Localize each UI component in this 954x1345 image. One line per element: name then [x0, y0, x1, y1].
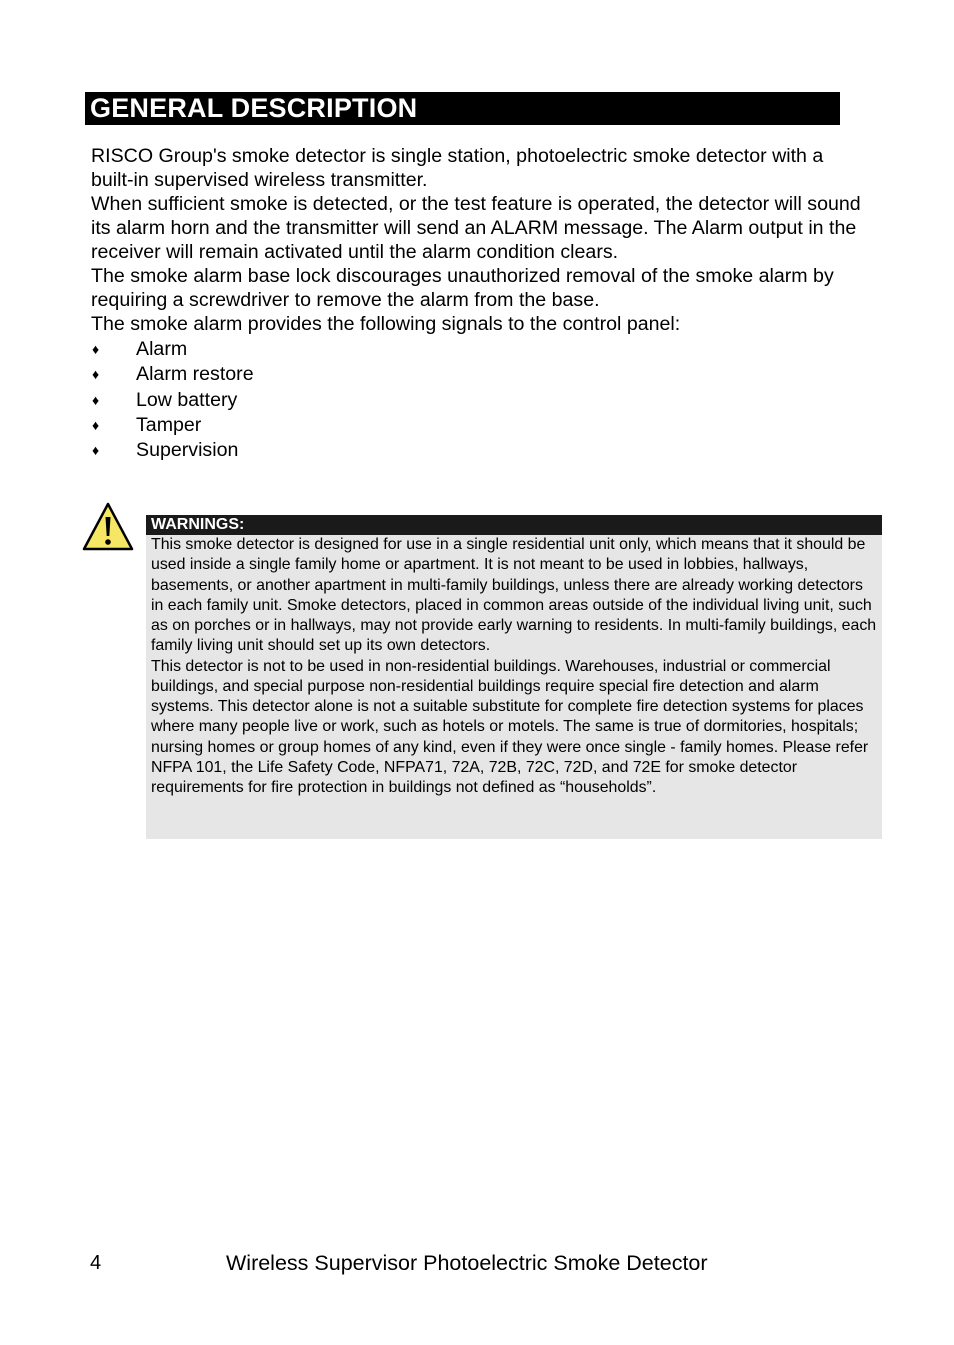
description-paragraph: The smoke alarm base lock discourages unauthorized removal of the smoke alarm by requiring a screwdriver to remove the alarm from the base. — [91, 265, 834, 311]
warning-paragraph: This detector is not to be used in non-residential buildings. Warehouses, industrial or commercial buildings, and special purpose non-residential buildings require special fire detection and alarm systems. This detector alone is not a suitable substitute for complete fire detection systems for places where many people live or work, such as hotels or motels. The same is true of dormitories, hospitals; nursing homes or group homes of any kind, even if they were once single - family homes. Please refer NFPA 101, the Life Safety Code, NFPA71, 72A, 72B, 72C, 72D, and 72E for smoke detector requirements for fire protection in buildings not defined as “households”. — [151, 657, 869, 796]
warning-label: WARNINGS: — [146, 515, 882, 535]
signal-list-item — [91, 337, 254, 362]
description-paragraph: The smoke alarm provides the following signals to the control panel: — [91, 313, 681, 335]
signal-list-item — [91, 388, 254, 413]
signal-list — [91, 337, 254, 463]
warning-box — [146, 515, 882, 839]
warning-body — [146, 535, 882, 798]
diamond-bullet-icon: ♦ — [92, 366, 100, 383]
signal-label: Alarm — [136, 338, 188, 360]
page-number: 4 — [90, 1252, 102, 1274]
section-title: GENERAL DESCRIPTION — [85, 92, 840, 125]
signal-list-item — [91, 413, 254, 438]
signal-list-item — [91, 362, 254, 387]
signal-label: Alarm restore — [136, 363, 254, 386]
description-paragraph: When sufficient smoke is detected, or the test feature is operated, the detector will sound its alarm horn and the transmitter will send an ALARM message. The Alarm output in the receiver will remain activated until the alarm condition clears. — [91, 193, 861, 263]
diamond-bullet-icon: ♦ — [92, 391, 100, 408]
signal-label: Tamper — [136, 413, 202, 436]
warning-triangle-icon — [82, 502, 134, 552]
signal-label: Supervision — [136, 439, 239, 462]
signal-label: Low battery — [136, 388, 238, 411]
description-paragraph: RISCO Group's smoke detector is single station, photoelectric smoke detector with a built-in supervised wireless transmitter. — [91, 145, 824, 191]
signal-list-item — [91, 438, 254, 463]
description-body — [91, 144, 861, 336]
warning-paragraph: This smoke detector is designed for use in a single residential unit only, which means that it should be used inside a single family home or apartment. It is not meant to be used in lobbies, hallways, basements, or another apartment in multi-family buildings, unless there are already working detectors in each family unit. Smoke detectors, placed in common areas outside of the individual living unit, such as on porches or in hallways, may not provide early warning to residents. In multi-family buildings, each family living unit should set up its own detectors. — [151, 536, 877, 655]
diamond-bullet-icon: ♦ — [92, 442, 100, 459]
diamond-bullet-icon: ♦ — [92, 341, 100, 357]
diamond-bullet-icon: ♦ — [92, 416, 100, 433]
footer-title: Wireless Supervisor Photoelectric Smoke Detector — [226, 1251, 708, 1275]
